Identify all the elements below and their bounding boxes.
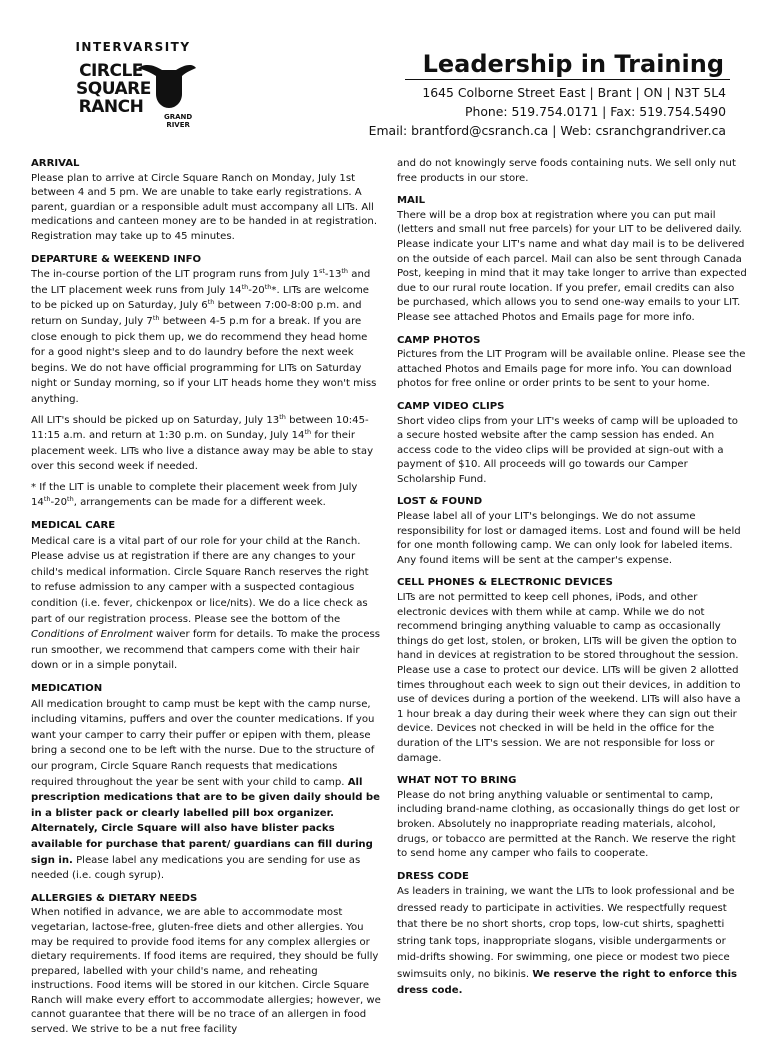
medical-heading: MEDICAL CARE: [31, 520, 116, 532]
not-bring-text: Please do not bring anything valuable or sentimental to camp, including brand-name clothing, as occasionally things do get lost or broken. Absolutely no inappropriate reading materials, alcohol, drugs, or tobacco are permitted at the Ranch. We reserve the right to send home any camper who fails to cooperate.: [397, 789, 740, 860]
dress-code-heading: DRESS CODE: [397, 870, 469, 882]
logo-sub-line: GRAND: [164, 113, 193, 121]
page-header: [306, 48, 726, 140]
logo: [66, 40, 200, 134]
dress-code-text: As leaders in training, we want the LITs to look professional and be dressed ready to participate in activities. We respectfully request that there be no short shorts, crop tops, low-cut shirts, spaghetti string tank tops, inappropriate slogans, visible undergarments or mid-drifts showing. For swimming, one piece or modest two piece swimsuits only, no bikinis. We reserve the right to enforce this dress code.: [397, 886, 738, 997]
allergies-heading: ALLERGIES & DIETARY NEEDS: [31, 892, 198, 904]
email-web: Email: brantford@csranch.ca | Web: csranchgrandriver.ca: [368, 123, 726, 138]
nut-continuation-text: and do not knowingly serve foods containing nuts. We sell only nut free products in our store.: [397, 158, 736, 184]
video-text: Short video clips from your LIT's weeks of camp will be uploaded to a secure hosted website after the camp session has ended. An access code to the video clips will be provided at sign-out with a payment of $10. All proceeds will go towards our Camper Scholarship Fund.: [397, 415, 738, 485]
photos-heading: CAMP PHOTOS: [397, 334, 481, 346]
arrival-text: Please plan to arrive at Circle Square Ranch on Monday, July 1st between 4 and 5 pm. We are unable to take early registrations. A parent, guardian or a responsible adult must accompany all LITs. All medications and canteen money are to be handed in at registration. Registration may take up to 45 minutes.: [31, 172, 378, 242]
departure-text-2: All LIT's should be picked up on Saturday, July 13th between 10:45-11:15 a.m. and return at 1:30 p.m. on Sunday, July 14th for their placement week. LITs who live a distance away may be able to stay over this second week if needed.: [31, 412, 374, 473]
arrival-heading: ARRIVAL: [31, 158, 80, 169]
right-column: [397, 157, 747, 1000]
photos-text: Pictures from the LIT Program will be available online. Please see the attached Photos and Emails page for more info. You can download photos for free online or order prints to be sent to your home.: [397, 349, 746, 390]
logo-brand: INTERVARSITY: [75, 40, 191, 54]
medication-text: All medication brought to camp must be kept with the camp nurse, including vitamins, puffers and over the counter medications. If you want your camper to carry their puffer or epipen with them, please bring a second one to be left with the nurse. Due to the structure of our program, Circle Square Ranch requests that medications required throughout the year be sent with your child to camp. All prescription medications that are to be given daily should be in a blister pack or clearly labelled pill box organizer. Alternately, Circle Square will also have blister packs available for purchase that parent/ guardians can fill during sign in. Please label any medications you are sending for use as needed (i.e. cough syrup).: [31, 698, 381, 882]
allergies-text: When notified in advance, we are able to accommodate most vegetarian, lactose-free, gluten-free diets and other allergies. You may be required to provide food items for any complex allergies or dietary requirements. If food items are required, they should be fully prepared, labelled with your child's name, and reheating instructions. Food items will be stored in our kitchen. Circle Square Ranch will make every effort to accommodate allergies; however, we cannot guarantee that there will be no trace of an allergen in food served. We strive to be a nut free facility: [31, 907, 381, 1036]
departure-heading: DEPARTURE & WEEKEND INFO: [31, 253, 202, 265]
phone: Phone: 519.754.0171 | Fax: 519.754.5490: [465, 104, 726, 119]
video-heading: CAMP VIDEO CLIPS: [397, 400, 505, 412]
logo-sub: [164, 113, 192, 129]
logo-name-line: RANCH: [78, 97, 144, 117]
phones-text: LITs are not permitted to keep cell phones, iPods, and other electronic devices with them while at camp. While we do not recommend bringing anything valuable to camp as occasionally things do get lost, stolen, or broken, LITs will be given the option to hand in devices at registration to be stored throughout the session. Please use a case to protect our device. LITs will be given 2 allotted times throughout each week to sign out their devices, in addition to use of devices during a portion of the weekend. LITs will also have a 1 hour break a day during their week where they can sign out their device. Devices not checked in will be held in the office for the duration of the LIT's session. We are not responsible for loss or damage.: [397, 592, 741, 764]
medication-heading: MEDICATION: [31, 683, 103, 694]
left-column: [31, 157, 381, 1038]
bull-head-icon: [136, 60, 198, 112]
not-bring-heading: WHAT NOT TO BRING: [397, 775, 517, 787]
lost-found-heading: LOST & FOUND: [397, 496, 483, 508]
logo-name-line: SQUARE: [76, 79, 151, 99]
logo-sub-line: RIVER: [166, 121, 190, 129]
medical-text: Medical care is a vital part of our role for your child at the Ranch. Please advise us at registration if there are any changes to your child's medical information. Circle Square Ranch reserves the right to refuse admission to any camper with a suspected contagious condition (i.e. fever, chickenpox or lice/nits). We do a lice check as part of our registration process. Please see the bottom of the Conditions of Enrolment waiver form for details. To make the process run smoother, we recommend that campers come with their hair down or in a simple ponytail.: [31, 535, 381, 672]
phones-heading: CELL PHONES & ELECTRONIC DEVICES: [397, 577, 613, 589]
departure-text-1: The in-course portion of the LIT program runs from July 1st-13th and the LIT placement week runs from July 14th-20th*. LITs are welcome to be picked up on Saturday, July 6th between 7:00-8:00 p.m. and return on Sunday, July 7th between 4-5 p.m for a break. If you are close enough to pick them up, we do recommend they head home for a good night's sleep and to do laundry before the next week begins. We do not have official programming for LITs on Saturday night or Sunday morning, so if your LIT heads home they won't miss anything.: [31, 267, 377, 405]
address: 1645 Colborne Street East | Brant | ON | N3T 5L4: [422, 85, 726, 100]
lost-found-text: Please label all of your LIT's belongings. We do not assume responsibility for lost or damaged items. Lost and found will be held for one month following camp. We can only look for labeled items. Any found items will be sent at the camper's expense.: [397, 511, 741, 566]
logo-name-line: CIRCLE: [79, 61, 143, 81]
mail-text: There will be a drop box at registration where you can put mail (letters and small nut free parcels) for your LIT to be delivered daily. Please indicate your LIT's name and what day mail is to be delivered on the outside of each parcel. Mail can also be sent through Canada Post, keeping in mind that it may take longer to arrive than expected due to our rural route location. If you prefer, email credits can also be purchased, which allows you to send one-way emails to your LIT. Please see attached Photos and Emails page for more info.: [397, 209, 747, 323]
page-title: Leadership in Training: [422, 50, 724, 78]
mail-heading: MAIL: [397, 195, 426, 207]
departure-text-3: * If the LIT is unable to complete their placement week from July 14th-20th, arrangements can be made for a different week.: [31, 481, 358, 509]
